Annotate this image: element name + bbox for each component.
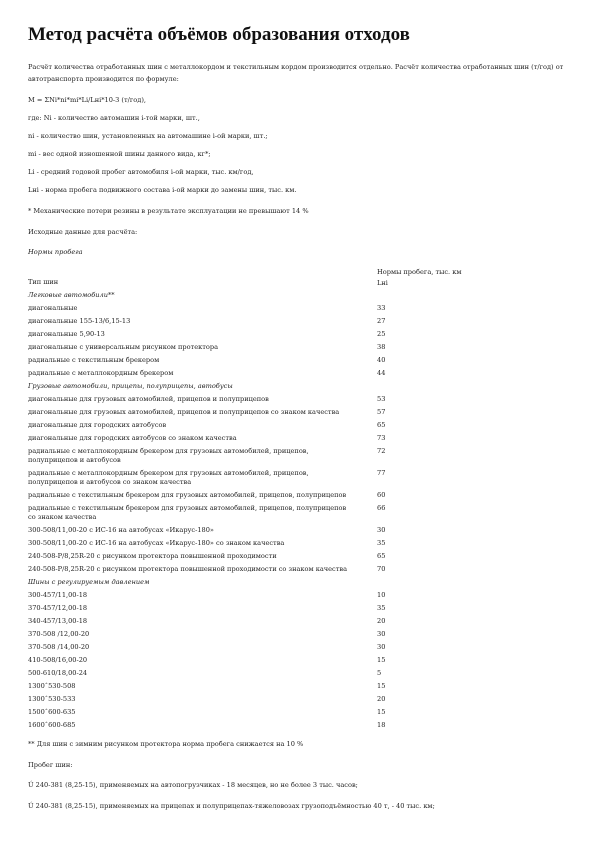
table-row [28, 550, 568, 563]
page-title: Метод расчёта объёмов образования отходов [28, 24, 410, 45]
table-row [28, 302, 568, 315]
tire-type-cell: диагональные для городских автобусов [28, 421, 167, 429]
mileage-line: Ú 240-381 (8,25-15), применяемых на автопогрузчиках - 18 месяцев, но не более 3 тыс. часов; [28, 781, 358, 789]
norm-value-cell: 44 [377, 369, 386, 377]
norm-value-cell: 72 [377, 447, 386, 455]
table-row [28, 602, 568, 615]
norm-value-cell: 73 [377, 434, 386, 442]
column-header-norm [377, 267, 497, 289]
tire-type-cell: диагональные [28, 304, 78, 312]
norm-value-cell: 30 [377, 630, 386, 638]
tire-type-cell: диагональные 5,90-13 [28, 330, 105, 338]
table-row [28, 693, 568, 706]
tire-type-cell: 240-508-Р/8,25R-20 с рисунком протектора повышенной проходимости [28, 552, 277, 560]
norm-value-cell: 65 [377, 552, 386, 560]
norm-value-cell: 30 [377, 526, 386, 534]
table-row [28, 706, 568, 719]
tire-type-cell: 340-457/13,00-18 [28, 617, 88, 625]
table-header [28, 267, 568, 289]
norm-value-cell: 38 [377, 343, 386, 351]
tire-type-cell: радиальные с текстильным брекером [28, 356, 160, 364]
tire-type-cell: 410-508/16,00-20 [28, 656, 88, 664]
table-row [28, 680, 568, 693]
table-row [28, 489, 568, 502]
tire-type-cell: 300-508/11,00-20 с ИС-16 на автобусах «Икарус-180» со знаком качества [28, 539, 285, 547]
formula: М = ΣNi*ni*mi*Li/Lнi*10-3 (т/год), [28, 96, 147, 104]
table-row [28, 589, 568, 602]
column-header-norm-line2: Lнi [377, 279, 388, 287]
norm-value-cell: 15 [377, 682, 386, 690]
tire-type-cell: 1300ˆ530-533 [28, 695, 76, 703]
tire-type-cell: радиальные с металлокордным брекером [28, 369, 174, 377]
tire-type-cell: диагональные с универсальным рисунком протектора [28, 343, 219, 351]
tire-type-cell: диагональные для грузовых автомобилей, прицепов и полуприцепов [28, 395, 269, 403]
norm-value-cell: 33 [377, 304, 386, 312]
table-row [28, 563, 568, 576]
norm-value-cell: 57 [377, 408, 386, 416]
definition-item: ni - количество шин, установленных на автомашине i-ой марки, шт.; [28, 132, 268, 140]
column-header-tire-type: Тип шин [28, 278, 59, 286]
norm-value-cell: 53 [377, 395, 386, 403]
tire-type-cell: 300-457/11,00-18 [28, 591, 88, 599]
table-row [28, 537, 568, 550]
table-row [28, 641, 568, 654]
intro-paragraph: Расчёт количества отработанных шин с металлокордом и текстильным кордом производится отдельно. Расчёт количества отработанных шин (т/год) от автотранспорта производится по формуле: [28, 63, 564, 83]
norms-table [28, 267, 568, 732]
table-row [28, 367, 568, 380]
table-row [28, 432, 568, 445]
definition-item: Lнi - норма пробега подвижного состава i-ой марки до замены шин, тыс. км. [28, 186, 297, 194]
table-row [28, 524, 568, 537]
table-row [28, 354, 568, 367]
norm-value-cell: 30 [377, 643, 386, 651]
tire-type-cell: диагональные для городских автобусов со знаком качества [28, 434, 237, 442]
norm-value-cell: 70 [377, 565, 386, 573]
table-row [28, 341, 568, 354]
norm-value-cell: 40 [377, 356, 386, 364]
definitions-list [28, 114, 568, 195]
tire-type-cell: радиальные с металлокордным брекером для грузовых автомобилей, прицепов, полуприцепов и автобусов со знаком качества [28, 469, 309, 486]
table-row [28, 654, 568, 667]
tire-type-cell: радиальные с металлокордным брекером для грузовых автомобилей, прицепов, полуприцепов и автобусов [28, 447, 309, 464]
tire-type-cell: 370-508 /14,00-20 [28, 643, 90, 651]
norm-value-cell: 77 [377, 469, 386, 477]
norm-value-cell: 35 [377, 539, 386, 547]
norms-title: Нормы пробега [28, 248, 83, 256]
norm-value-cell: 20 [377, 695, 386, 703]
definition-item: mi - вес одной изношенной шины данного вида, кг*; [28, 150, 211, 158]
norm-value-cell: 27 [377, 317, 386, 325]
column-header-norm-line1: Нормы пробега, тыс. км [377, 268, 462, 276]
table-section-title: Грузовые автомобили, прицепы, полуприцепы, автобусы [28, 382, 233, 390]
tire-type-cell: 300-508/11,00-20 с ИС-16 на автобусах «Икарус-180» [28, 526, 214, 534]
table-row [28, 393, 568, 406]
tire-type-cell: 370-457/12,00-18 [28, 604, 88, 612]
tire-type-cell: 370-508 /12,00-20 [28, 630, 90, 638]
norm-value-cell: 25 [377, 330, 386, 338]
norm-value-cell: 18 [377, 721, 386, 729]
tire-type-cell: 1500ˆ600-635 [28, 708, 76, 716]
loss-note: * Механические потери резины в результате эксплуатации не превышают 14 % [28, 207, 309, 215]
source-data-label: Исходные данные для расчёта: [28, 228, 138, 236]
tire-type-cell: 240-508-Р/8,25R-20 с рисунком протектора повышенной проходимости со знаком качества [28, 565, 348, 573]
norm-value-cell: 15 [377, 656, 386, 664]
table-row [28, 719, 568, 732]
document-page [28, 24, 568, 811]
mileage-line: Ú 240-381 (8,25-15), применяемых на прицепах и полуприцепах-тяжеловозах грузоподъёмностью 40 т, - 40 тыс. км; [28, 802, 435, 810]
table-row [28, 406, 568, 419]
tire-type-cell: радиальные с текстильным брекером для грузовых автомобилей, прицепов, полуприцепов [28, 491, 347, 499]
table-row [28, 445, 568, 467]
table-row [28, 667, 568, 680]
table-row [28, 628, 568, 641]
norm-value-cell: 20 [377, 617, 386, 625]
winter-footnote: ** Для шин с зимним рисунком протектора норма пробега снижается на 10 % [28, 740, 304, 748]
norm-value-cell: 65 [377, 421, 386, 429]
tire-type-cell: 1600ˆ600-685 [28, 721, 76, 729]
table-section-title: Шины с регулируемым давлением [28, 578, 150, 586]
table-row [28, 502, 568, 524]
tire-type-cell: радиальные с текстильным брекером для грузовых автомобилей, прицепов, полуприцепов со знаком качества [28, 504, 347, 521]
table-row [28, 467, 568, 489]
table-section-title: Легковые автомобили** [28, 291, 115, 299]
tire-type-cell: 500-610/18,00-24 [28, 669, 88, 677]
definition-item: где: Ni - количество автомашин i-той марки, шт., [28, 114, 200, 122]
mileage-title: Пробег шин: [28, 761, 73, 769]
table-row [28, 328, 568, 341]
norm-value-cell: 15 [377, 708, 386, 716]
norm-value-cell: 35 [377, 604, 386, 612]
tire-type-cell: диагональные для грузовых автомобилей, прицепов и полуприцепов со знаком качества [28, 408, 340, 416]
norm-value-cell: 5 [377, 669, 382, 677]
tire-type-cell: 1300ˆ530-508 [28, 682, 76, 690]
table-row [28, 615, 568, 628]
norm-value-cell: 60 [377, 491, 386, 499]
norm-value-cell: 10 [377, 591, 386, 599]
table-body [28, 289, 568, 732]
table-row [28, 419, 568, 432]
tire-type-cell: диагональные 155-13/6,15-13 [28, 317, 131, 325]
norm-value-cell: 66 [377, 504, 386, 512]
table-row [28, 315, 568, 328]
definition-item: Li - средний годовой пробег автомобиля i-ой марки, тыс. км/год, [28, 168, 254, 176]
